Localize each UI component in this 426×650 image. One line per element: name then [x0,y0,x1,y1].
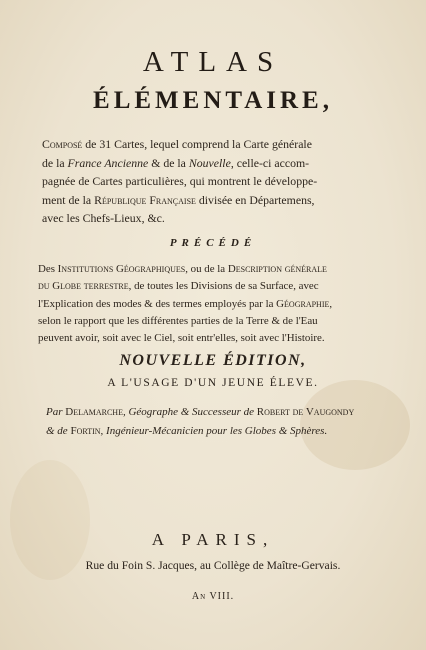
authors-line-text [46,406,354,418]
description-line-text [42,137,312,152]
institutions-text-run: , ou de la [185,263,228,275]
institutions-line-text [38,280,319,292]
description-text-run: de 31 Cartes, lequel comprend la Carte générale [82,137,312,151]
institutions-text-run: Description générale [227,263,327,275]
authors-text-run: Fortin [70,425,101,437]
institutions-line [38,263,390,275]
description-line [42,174,392,189]
usage-line: A L'USAGE D'UN JEUNE ÉLEVE. [107,377,319,389]
authors-text-run: Delamarche [65,406,123,418]
description-text-run: , celle-ci accom- [230,155,310,170]
authors-line [46,406,390,418]
institutions-line [38,298,390,310]
description-text-run: de la [42,155,68,170]
institutions-line [38,332,390,344]
description-line [42,193,392,208]
description-text-run: France Ancienne [67,155,149,170]
institutions-text-run: Des [38,263,58,275]
description-line-text [42,193,315,208]
description-text-run: & de la [148,155,189,170]
institutions-text-run: du Globe terrestre [38,280,129,293]
description-text-run: République Française [94,192,196,207]
institutions-line-text [38,298,332,310]
institutions-line-text [38,315,318,327]
authors-line [46,425,390,437]
authors-text-run: , Géographe & Successeur de [122,406,257,418]
imprint-address: Rue du Foin S. Jacques, au Collège de Maître-Gervais. [85,559,341,572]
description-line-text [42,156,309,171]
institutions-line-text [38,332,325,344]
institutions-text-run: , de toutes les Divisions de sa Surface, avec [128,280,319,293]
institutions-line-text [38,263,327,275]
institutions-text-run: selon le rapport que les différentes parties de la Terre & de l'Eau [38,314,318,327]
title-elementaire: ÉLÉMENTAIRE, [93,87,333,114]
description-text-run: divisée en Départemens, [195,192,315,207]
preceded-heading: PRÉCÉDÉ [169,237,257,249]
authors-line-text [46,425,327,437]
institutions-text-run: , [329,297,333,310]
description-text-run: pagnée de Cartes particulières, qui montrent le développe- [42,174,318,188]
institutions-line [38,280,390,292]
institutions-text-run: l'Explication des modes & des termes employés par la [38,297,277,310]
authors-text-run: , Ingénieur-Mécanicien pour les Globes & Sphères. [100,425,328,437]
institutions-text-run: Géographie [276,297,330,310]
institutions-text-run: Institutions Géographiques [57,263,186,275]
description-line [42,156,392,171]
description-text-run: Nouvelle [188,155,231,170]
institutions-line [38,315,390,327]
institutions-text-run: peuvent avoir, soit avec le Ciel, soit entr'elles, soit avec l'Histoire. [38,332,325,345]
authors-text-run: Par [46,406,66,418]
description-text-run: avec les Chefs-Lieux, &c. [42,211,165,225]
description-line-text [42,211,165,226]
imprint-city: A PARIS, [151,530,275,549]
title-atlas: ATLAS [142,46,284,78]
description-text-run: ment de la [42,192,95,207]
edition-heading: NOUVELLE ÉDITION, [119,352,307,369]
authors-text-run: & de [46,425,71,437]
imprint-year: An VIII. [191,591,235,602]
description-line [42,211,392,226]
description-line-text [42,174,317,189]
description-line [42,137,392,152]
authors-text-run: Robert de Vaugondy [256,406,355,418]
description-text-run: Composé [42,137,83,151]
